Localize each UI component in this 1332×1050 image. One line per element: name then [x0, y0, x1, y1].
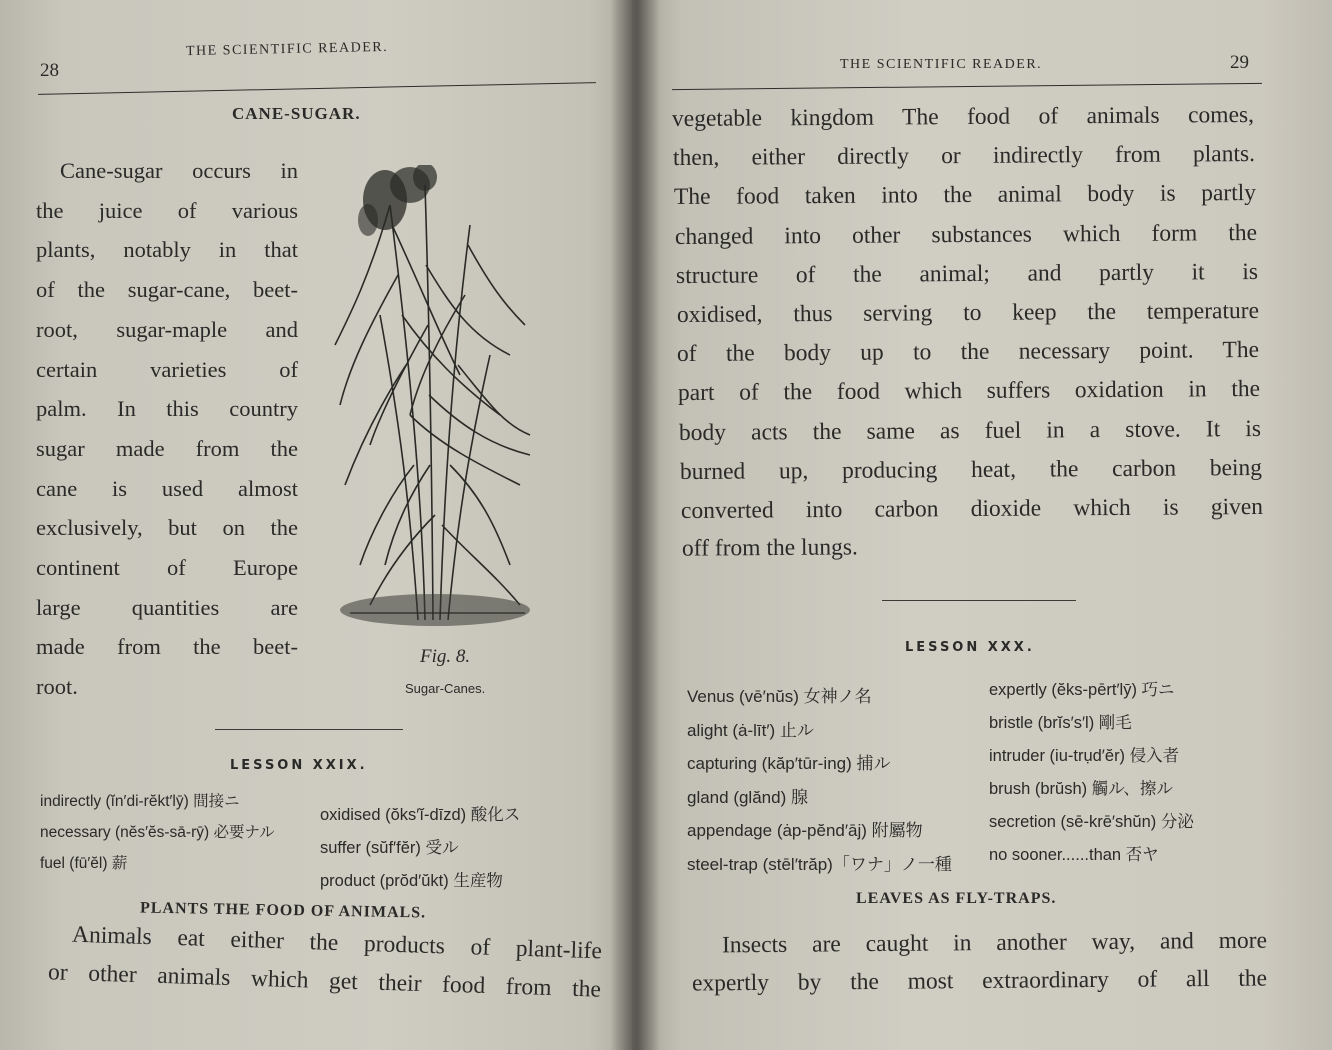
vocab-entry: bristle (brĭs′s′l) 剛毛 [989, 714, 1132, 732]
vocab-entry: indirectly (ĭn′di-rĕkt′lȳ) 間接ニ [40, 793, 240, 810]
section-divider-left [215, 729, 403, 730]
vocab-entry: necessary (nĕs′ĕs-sā-rȳ) 必要ナル [40, 824, 275, 841]
page-number-left: 28 [40, 60, 59, 81]
vocab-entry: alight (ȧ-līt′) 止ル [687, 720, 814, 740]
figure-label: Fig. 8. [420, 646, 471, 667]
header-rule-right [672, 83, 1262, 90]
paragraph-line: root, sugar-maple and [36, 316, 298, 342]
paragraph-line: exclusively, but on the [36, 515, 298, 541]
paragraph-line: converted into carbon dioxide which is given [680, 493, 1264, 525]
paragraph-line: Cane-sugar occurs in [60, 158, 298, 183]
paragraph-line: then, either directly or indirectly from plants. [672, 141, 1255, 172]
sugar-cane-illustration [330, 165, 540, 630]
paragraph-line: expertly by the most extraordinary of all the [691, 965, 1268, 997]
paragraph-line: plants, notably in that [36, 237, 298, 263]
paragraph-line: palm. In this country [36, 396, 298, 422]
vocab-entry: oxidised (ŏks′ĭ-dīzd) 酸化ス [320, 806, 521, 824]
vocab-entry: no sooner......than 否ヤ [989, 846, 1159, 864]
subtitle-leaves-fly-traps: LEAVES AS FLY-TRAPS. [856, 890, 1057, 907]
paragraph-line: of the body up to the necessary point. The [677, 337, 1260, 368]
right-page [632, 0, 1332, 1050]
header-rule-left [38, 82, 596, 95]
paragraph-line: or other animals which get their food from the [47, 959, 602, 1003]
paragraph-line: changed into other substances which form the [674, 219, 1257, 250]
paragraph-line: continent of Europe [36, 555, 298, 580]
vocab-entry: expertly (ĕks-pērt′lȳ) 巧ニ [989, 681, 1175, 699]
vocab-entry: product (prŏd′ŭkt) 生産物 [320, 872, 503, 890]
paragraph-line: burned up, producing heat, the carbon being [680, 454, 1263, 485]
paragraph-line: root. [36, 674, 78, 700]
left-page [0, 0, 640, 1050]
vocab-entry: fuel (fū′ĕl) 薪 [40, 855, 128, 872]
paragraph-line: the juice of various [36, 197, 298, 223]
section-title-cane-sugar: CANE-SUGAR. [232, 104, 361, 123]
paragraph-line: The food taken into the animal body is partly [673, 180, 1256, 211]
lesson-heading-xxix: LESSON XXIX. [230, 758, 368, 773]
vocab-entry: secretion (sē-krē′shŭn) 分泌 [989, 813, 1194, 831]
paragraph-line: off from the lungs. [681, 534, 858, 562]
paragraph-line: sugar made from the [36, 435, 298, 461]
paragraph-line: large quantities are [36, 594, 298, 620]
vocab-entry: capturing (kăp′tūr-ing) 捕ル [687, 754, 891, 773]
paragraph-line: Insects are caught in another way, and more [721, 927, 1268, 959]
paragraph-line: made from the beet- [36, 634, 298, 660]
book-gutter [610, 0, 660, 1050]
paragraph-line: Animals eat either the products of plant-life [71, 921, 603, 965]
paragraph-line: vegetable kingdom The food of animals comes, [671, 101, 1255, 133]
paragraph-line: part of the food which suffers oxidation in the [678, 376, 1261, 407]
vocab-entry: intruder (iu-trụd′ĕr) 侵入者 [989, 747, 1180, 765]
lesson-heading-xxx: LESSON XXX. [905, 640, 1035, 655]
running-head-right: THE SCIENTIFIC READER. [840, 57, 1043, 72]
vocab-entry: Venus (vē′nŭs) 女神ノ名 [687, 687, 872, 706]
paragraph-line: structure of the animal; and partly it is [675, 258, 1258, 289]
paragraph-line: certain varieties of [36, 356, 298, 382]
vocab-entry: gland (glănd) 腺 [687, 787, 808, 807]
page-number-right: 29 [1230, 52, 1249, 73]
paragraph-line: of the sugar-cane, beet- [36, 277, 298, 303]
section-divider-right [882, 600, 1076, 601]
vocab-entry: steel-trap (stēl′trăp)「ワナ」ノ一種 [687, 854, 952, 874]
running-head-left: THE SCIENTIFIC READER. [185, 39, 389, 60]
subtitle-plants-food: PLANTS THE FOOD OF ANIMALS. [139, 899, 427, 922]
figure-caption: Sugar-Canes. [405, 681, 486, 696]
paragraph-line: oxidised, thus serving to keep the temperature [676, 297, 1259, 329]
vocab-entry: brush (brŭsh) 觸ル、擦ル [989, 780, 1173, 798]
paragraph-line: body acts the same as fuel in a stove. It is [679, 415, 1262, 446]
paragraph-line: cane is used almost [36, 475, 298, 501]
vocab-entry: suffer (sŭf′fĕr) 受ル [320, 839, 459, 857]
vocab-entry: appendage (ȧp-pĕnd′āj) 附屬物 [687, 821, 923, 840]
